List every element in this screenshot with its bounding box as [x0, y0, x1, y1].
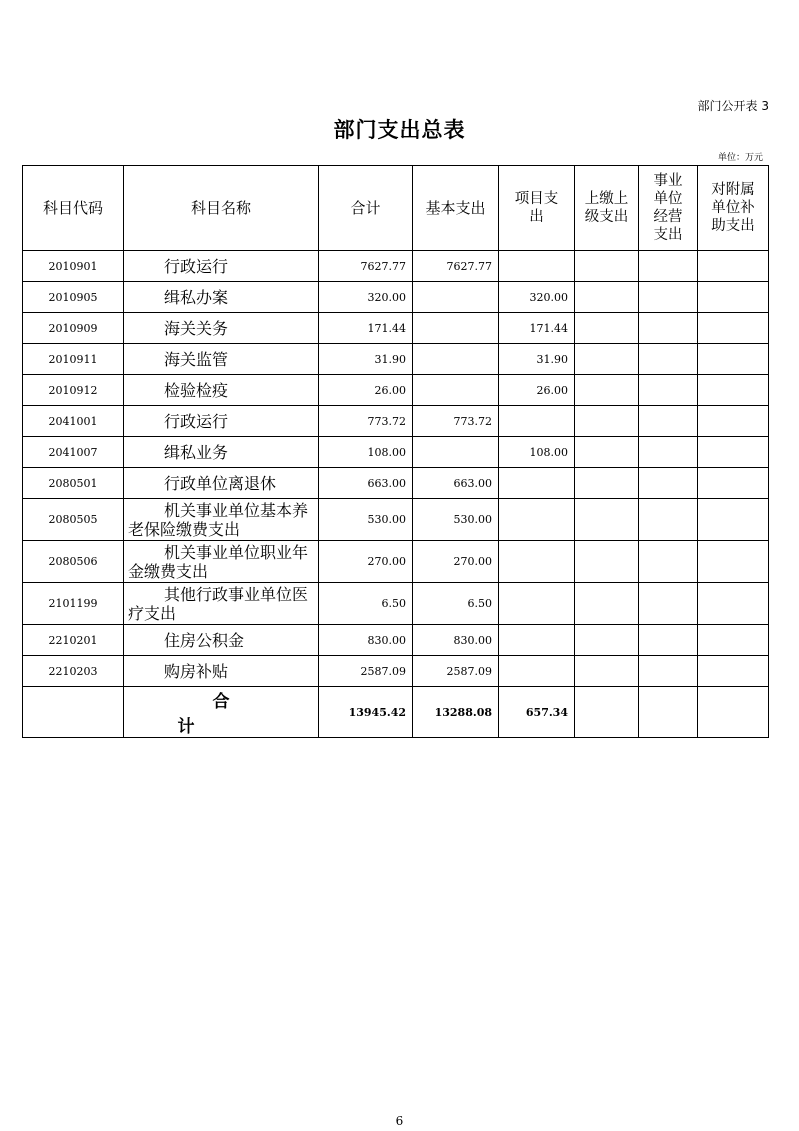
total-basic: 13288.08: [413, 687, 499, 738]
row-code: 2080506: [23, 541, 124, 583]
row-project: [499, 583, 575, 625]
row-subsidy: [698, 656, 769, 687]
row-basic: [413, 313, 499, 344]
row-subsidy: [698, 437, 769, 468]
row-business: [639, 375, 698, 406]
row-business: [639, 313, 698, 344]
row-project: 171.44: [499, 313, 575, 344]
total-upper: [575, 687, 639, 738]
row-business: [639, 541, 698, 583]
table-row: [23, 583, 769, 625]
row-basic: 270.00: [413, 541, 499, 583]
row-total: 2587.09: [319, 656, 413, 687]
row-project: [499, 541, 575, 583]
row-upper: [575, 625, 639, 656]
row-project: [499, 468, 575, 499]
col-header-code: 科目代码: [23, 166, 124, 251]
row-upper: [575, 468, 639, 499]
table-row: [23, 282, 769, 313]
table-row: [23, 406, 769, 437]
row-business: [639, 499, 698, 541]
total-code-cell: [23, 687, 124, 738]
row-name: 行政单位离退休: [124, 468, 319, 499]
row-business: [639, 406, 698, 437]
table-row: [23, 541, 769, 583]
row-basic: [413, 437, 499, 468]
row-upper: [575, 251, 639, 282]
table-row: [23, 656, 769, 687]
row-project: [499, 656, 575, 687]
row-total: 171.44: [319, 313, 413, 344]
col-header-upper-text: 上缴上 级支出: [584, 191, 629, 225]
row-name: 缉私业务: [124, 437, 319, 468]
row-project: 320.00: [499, 282, 575, 313]
row-business: [639, 251, 698, 282]
row-total: 270.00: [319, 541, 413, 583]
table-row: [23, 251, 769, 282]
row-total: 26.00: [319, 375, 413, 406]
row-name: 机关事业单位基本养老保险缴费支出: [124, 499, 319, 541]
row-basic: 830.00: [413, 625, 499, 656]
table-row: [23, 468, 769, 499]
row-name: 缉私办案: [124, 282, 319, 313]
row-subsidy: [698, 468, 769, 499]
row-subsidy: [698, 282, 769, 313]
row-name: 海关监管: [124, 344, 319, 375]
table-row: [23, 437, 769, 468]
row-subsidy: [698, 251, 769, 282]
row-name: 住房公积金: [124, 625, 319, 656]
col-header-project-text: 项目支 出: [514, 191, 559, 225]
col-header-business: [639, 166, 698, 251]
row-total: 108.00: [319, 437, 413, 468]
row-project: 26.00: [499, 375, 575, 406]
col-header-project: [499, 166, 575, 251]
row-project: 108.00: [499, 437, 575, 468]
row-basic: 530.00: [413, 499, 499, 541]
page-number: 6: [395, 1114, 404, 1128]
row-subsidy: [698, 625, 769, 656]
row-basic: [413, 375, 499, 406]
row-code: 2080501: [23, 468, 124, 499]
row-code: 2101199: [23, 583, 124, 625]
row-project: 31.90: [499, 344, 575, 375]
col-header-total: 合计: [319, 166, 413, 251]
form-tag: 部门公开表 3: [697, 99, 769, 113]
row-upper: [575, 437, 639, 468]
row-total: 320.00: [319, 282, 413, 313]
row-code: 2010912: [23, 375, 124, 406]
row-total: 663.00: [319, 468, 413, 499]
row-business: [639, 282, 698, 313]
row-project: [499, 406, 575, 437]
row-basic: 7627.77: [413, 251, 499, 282]
row-project: [499, 625, 575, 656]
row-project: [499, 251, 575, 282]
page-title: 部门支出总表: [333, 118, 466, 142]
row-code: 2010901: [23, 251, 124, 282]
row-business: [639, 583, 698, 625]
col-header-business-text: 事业 单位 经营 支出: [653, 173, 683, 243]
total-project: 657.34: [499, 687, 575, 738]
row-business: [639, 656, 698, 687]
row-name: 其他行政事业单位医疗支出: [124, 583, 319, 625]
row-total: 7627.77: [319, 251, 413, 282]
row-basic: [413, 282, 499, 313]
row-basic: 773.72: [413, 406, 499, 437]
row-name: 机关事业单位职业年金缴费支出: [124, 541, 319, 583]
table-row: [23, 313, 769, 344]
row-upper: [575, 541, 639, 583]
col-header-upper: [575, 166, 639, 251]
row-code: 2210201: [23, 625, 124, 656]
row-code: 2080505: [23, 499, 124, 541]
row-subsidy: [698, 499, 769, 541]
row-upper: [575, 406, 639, 437]
row-subsidy: [698, 344, 769, 375]
row-basic: 663.00: [413, 468, 499, 499]
unit-label: 单位：万元: [717, 153, 763, 163]
row-business: [639, 468, 698, 499]
row-total: 6.50: [319, 583, 413, 625]
row-upper: [575, 499, 639, 541]
table-row: [23, 344, 769, 375]
total-subsidy: [698, 687, 769, 738]
row-business: [639, 437, 698, 468]
table-row: [23, 625, 769, 656]
expenditure-table: [22, 165, 769, 738]
row-project: [499, 499, 575, 541]
col-header-basic: 基本支出: [413, 166, 499, 251]
row-total: 31.90: [319, 344, 413, 375]
row-code: 2010909: [23, 313, 124, 344]
total-row: [23, 687, 769, 738]
row-business: [639, 344, 698, 375]
row-code: 2210203: [23, 656, 124, 687]
row-upper: [575, 375, 639, 406]
table-row: [23, 499, 769, 541]
row-name: 购房补贴: [124, 656, 319, 687]
row-code: 2010911: [23, 344, 124, 375]
row-code: 2010905: [23, 282, 124, 313]
row-upper: [575, 656, 639, 687]
row-basic: 6.50: [413, 583, 499, 625]
row-total: 773.72: [319, 406, 413, 437]
row-name: 行政运行: [124, 406, 319, 437]
row-upper: [575, 583, 639, 625]
row-code: 2041007: [23, 437, 124, 468]
total-sum: 13945.42: [319, 687, 413, 738]
row-name: 海关关务: [124, 313, 319, 344]
row-business: [639, 625, 698, 656]
row-subsidy: [698, 541, 769, 583]
row-basic: 2587.09: [413, 656, 499, 687]
row-subsidy: [698, 313, 769, 344]
row-upper: [575, 313, 639, 344]
header-row: [23, 166, 769, 251]
col-header-subsidy: [698, 166, 769, 251]
row-name: 检验检疫: [124, 375, 319, 406]
row-total: 530.00: [319, 499, 413, 541]
row-total: 830.00: [319, 625, 413, 656]
col-header-name: 科目名称: [124, 166, 319, 251]
row-basic: [413, 344, 499, 375]
row-upper: [575, 344, 639, 375]
row-subsidy: [698, 375, 769, 406]
row-name: 行政运行: [124, 251, 319, 282]
total-business: [639, 687, 698, 738]
total-label: 合计: [124, 687, 319, 738]
row-upper: [575, 282, 639, 313]
row-subsidy: [698, 406, 769, 437]
row-subsidy: [698, 583, 769, 625]
table-row: [23, 375, 769, 406]
col-header-subsidy-text: 对附属 单位补 助支出: [711, 182, 755, 234]
row-code: 2041001: [23, 406, 124, 437]
